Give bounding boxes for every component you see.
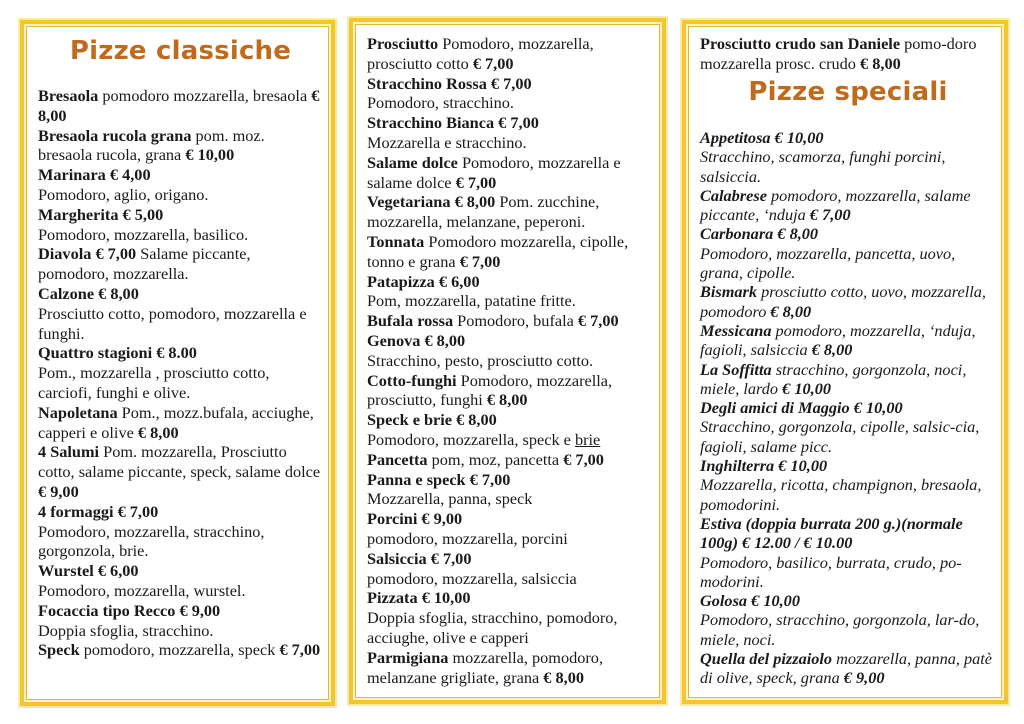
menu-item [38,126,323,166]
item-desc: Pomodoro, mozzarella, wurstel. [38,580,246,600]
item-name: Appetitosa € 10,00 [700,128,824,147]
item-desc: Pom., mozz.bufala, acciughe, capperi e olive [38,402,314,442]
item-name: Tonnata [367,231,425,251]
item-name: Inghilterra € 10,00 [700,456,828,476]
section-title: Pizze classiche [69,36,292,66]
item-price: € 8,00 [860,53,901,73]
item-desc: pomodoro, mozzarella, salame piccante, ‘nduja [700,185,971,225]
item-price: € 8,00 [770,301,812,321]
menu-item [367,153,654,193]
menu-item [38,403,323,443]
item-desc: Pom, mozzarella, patatine fritte. [367,291,576,311]
item-name: Quella del pizzaiolo [700,649,833,669]
item-name: Degli amici di Maggio € 10,00 [700,398,903,418]
item-desc: Doppia sfoglia, stracchino. [38,620,214,640]
item-desc-underlined: brie [574,429,601,449]
item-desc: Doppia sfoglia, stracchino, pomodoro, acciughe, olive e capperi [367,608,618,647]
item-name: Messicana [700,320,772,340]
item-desc: Pomodoro, mozzarella, stracchino, gorgonzola, brie. [38,521,265,561]
item-price: € 8,00 [137,422,179,442]
item-name: Focaccia tipo Recco € 9,00 [38,600,221,620]
item-price: € 7,00 [279,640,321,660]
item-desc: Pom. mozzarella, Prosciutto cotto, salame piccante, speck, salame dolce [38,442,321,482]
item-name: 4 Salumi [38,442,100,462]
item-name: Bresaola [38,86,99,105]
item-desc: Mozzarella, ricotta, champignon, bresaola, pomodorini. [700,475,982,514]
menu-item [38,244,323,284]
item-price: € 9,00 [843,668,885,688]
item-name: Quattro stagioni € 8.00 [38,343,197,363]
item-name: Bismark [700,282,758,302]
menu-item [38,205,323,245]
item-name: Stracchino Rossa € 7,00 [367,73,532,93]
item-name: Panna e speck € 7,00 [367,469,511,489]
menu-item [38,640,323,660]
item-desc: Pomodoro, mozzarella e salame dolce [367,152,621,192]
item-name: Salsiccia € 7,00 [367,548,472,568]
item-name: Margherita € 5,00 [38,204,164,224]
item-name: Genova € 8,00 [367,330,466,350]
item-name: Pizzata € 10,00 [367,588,471,608]
item-name: Cotto-funghi [367,370,457,390]
item-desc: mozzarella, pomodoro, melanzane grigliate, grana [367,647,604,687]
menu-item [38,502,323,561]
item-desc: pomo-doro mozzarella prosc. crudo [700,34,977,73]
item-name: La Soffitta [700,359,772,379]
item-price: € 8,00 [38,86,320,125]
item-price: € 7,00 [563,449,604,469]
menu-item [367,470,654,510]
item-name: Wurstel € 6,00 [38,561,139,581]
item-price: € 8,00 [543,667,584,687]
item-price: € 8,00 [811,340,853,360]
item-desc: Mozzarella e stracchino. [367,132,527,152]
menu-item-top [700,34,996,73]
menu-item [38,86,323,126]
item-name: Parmigiana [367,647,449,667]
menu-item [367,192,654,232]
item-desc: Stracchino, scamorza, funghi porcini, salsiccia. [700,147,946,186]
menu-item [367,113,654,153]
item-name: 4 formaggi € 7,00 [38,501,159,521]
panel-pizze-continued [349,18,666,704]
menu-item [367,331,654,371]
item-name: Vegetariana € 8,00 [367,192,496,212]
item-price: € 7,00 [455,172,497,192]
menu-item [367,410,654,450]
menu-item [700,591,996,649]
menu-item [367,311,654,331]
item-price: € 8,00 [486,390,528,410]
panel-pizze-speciali [682,20,1008,704]
item-desc: Pomodoro, mozzarella, prosciutto, funghi [367,370,613,410]
item-name: Prosciutto [367,34,439,53]
item-desc: Pom., mozzarella , prosciutto cotto, carciofi, funghi e olive. [38,363,270,402]
menu-item [38,561,323,601]
item-desc: Pomodoro, bufala [453,311,578,331]
item-desc: Pomodoro, stracchino. [367,93,514,113]
item-desc: pomodoro, mozzarella, porcini [367,528,568,548]
item-name: Calabrese [700,185,767,205]
item-desc: stracchino, gorgonzola, noci, miele, lardo [700,359,967,398]
item-name: Porcini € 9,00 [367,509,463,529]
item-name: Calzone € 8,00 [38,283,139,303]
menu-item [700,649,996,688]
item-desc: prosciutto cotto, uovo, mozzarella, pomodoro [700,282,986,321]
menu-item [38,165,323,205]
item-price: € 7,00 [577,311,619,331]
item-price: € 7,00 [472,53,514,73]
item-price: € 7,00 [809,205,851,225]
section-title: Pizze speciali [748,77,948,107]
item-name: Carbonara € 8,00 [700,224,819,244]
item-desc: Pomodoro, stracchino, gorgonzola, lar-do, miele, noci. [700,610,980,649]
menu-list [367,34,654,687]
item-desc: Salame piccante, pomodoro, mozzarella. [38,244,251,284]
item-desc: pom, moz, pancetta [427,449,564,469]
item-desc: Pomodoro mozzarella, cipolle, tonno e grana [367,231,629,271]
menu-item [38,601,323,641]
item-desc: Pomodoro, mozzarella, prosciutto cotto [367,34,594,73]
item-desc: pomodoro, mozzarella, speck [79,640,280,660]
item-name: Speck [38,640,80,660]
item-desc: pomodoro mozzarella, bresaola [98,86,312,105]
menu-item [700,360,996,399]
item-desc: Stracchino, gorgonzola, cipolle, salsic-cia, fagioli, salame picc. [700,417,980,456]
item-price: € 7,00 [459,251,501,271]
menu-item [700,282,996,321]
menu-item [700,128,996,186]
item-desc: Pomodoro, basilico, burrata, crudo, po-modorini. [700,552,962,591]
item-price: € 10,00 [782,378,831,398]
menu-list [38,86,323,660]
menu-item [367,509,654,549]
menu-item [367,588,654,647]
item-name: Estiva (doppia burrata 200 g.)(normale 100g) € 12.00 / € 10.00 [700,513,963,553]
item-desc: Prosciutto cotto, pomodoro, mozzarella e funghi. [38,303,307,343]
menu-item [700,224,996,282]
menu-item [38,442,323,501]
item-desc: pom. moz. bresaola rucola, grana [38,125,265,165]
menu-item [367,34,654,74]
item-desc: pomodoro, mozzarella, ‘nduja, fagioli, salsiccia [700,320,976,360]
item-name: Stracchino Bianca € 7,00 [367,113,539,133]
item-name: Napoletana [38,402,118,422]
item-name: Diavola € 7,00 [38,244,137,264]
item-price: € 9,00 [38,481,79,501]
menu-item [700,514,996,591]
item-desc: Pomodoro, mozzarella, speck e [367,429,575,449]
item-desc: Mozzarella, panna, speck [367,489,533,509]
item-name: Marinara € 4,00 [38,165,151,185]
menu-item [367,74,654,114]
menu-item [700,186,996,225]
panel-pizze-classiche [20,20,335,706]
menu-list [700,128,996,688]
item-price: € 10,00 [185,145,235,165]
item-name: Golosa € 10,00 [700,591,800,611]
item-name: Bresaola rucola grana [38,125,192,145]
item-name: Bufala rossa [367,311,454,331]
item-desc: Pom. zucchine, mozzarella, melanzane, peperoni. [367,192,600,232]
item-desc: Stracchino, pesto, prosciutto cotto. [367,350,594,370]
item-name: Pancetta [367,449,428,469]
item-name: Speck e brie € 8,00 [367,410,497,430]
menu-item [700,398,996,456]
item-desc: Pomodoro, mozzarella, pancetta, uovo, grana, cipolle. [700,243,956,283]
menu-item [38,343,323,402]
menu-item [367,272,654,312]
menu-item [367,549,654,589]
menu-item [367,648,654,688]
item-name: Prosciutto crudo san Daniele [700,34,901,53]
menu-item [367,371,654,411]
item-desc: Pomodoro, mozzarella, basilico. [38,224,249,244]
menu-item [367,232,654,272]
menu-item [38,284,323,343]
menu-item [700,456,996,514]
item-name: Patapizza € 6,00 [367,271,480,291]
menu-item [367,450,654,470]
item-desc: Pomodoro, aglio, origano. [38,184,209,204]
item-desc: pomodoro, mozzarella, salsiccia [367,568,577,588]
menu-item [700,321,996,360]
item-name: Salame dolce [367,152,458,172]
item-desc: mozzarella, panna, patè di olive, speck, grana [700,649,993,688]
